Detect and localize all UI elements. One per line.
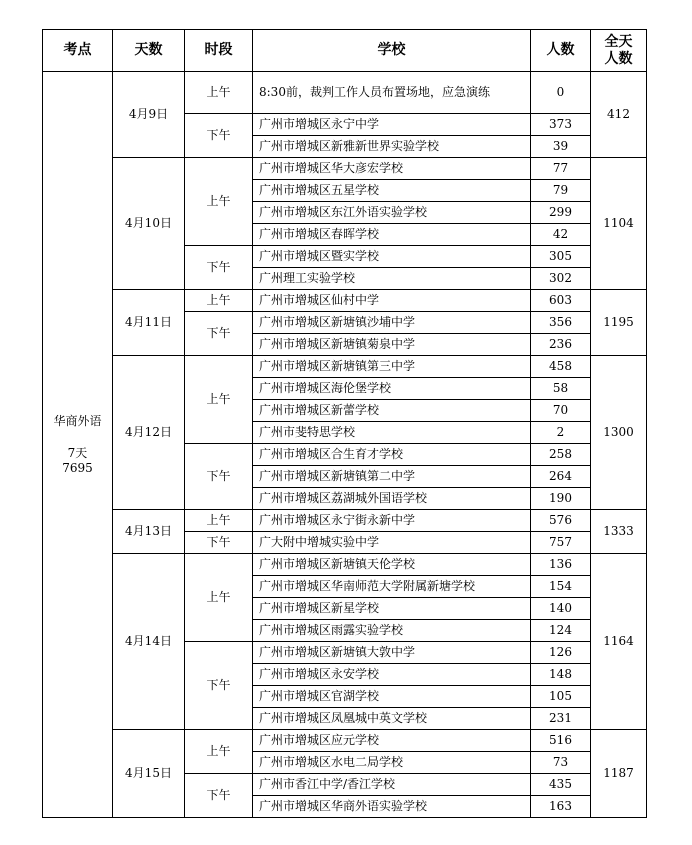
session-cell: 下午 <box>185 642 253 730</box>
count-cell: 70 <box>531 400 591 422</box>
date-cell: 4月9日 <box>113 72 185 158</box>
date-cell: 4月14日 <box>113 554 185 730</box>
school-cell: 广州市增城区新塘镇第三中学 <box>253 356 531 378</box>
count-cell: 458 <box>531 356 591 378</box>
site-days: 7天 <box>67 445 88 460</box>
school-cell: 广州市香江中学/香江学校 <box>253 774 531 796</box>
header-site: 考点 <box>43 30 113 72</box>
count-cell: 435 <box>531 774 591 796</box>
date-cell: 4月13日 <box>113 510 185 554</box>
school-cell: 广州市增城区新塘镇大敦中学 <box>253 642 531 664</box>
daily-total-cell: 1164 <box>591 554 647 730</box>
school-cell: 广州市增城区应元学校 <box>253 730 531 752</box>
site-name: 华商外语 <box>53 413 102 428</box>
daily-total-cell: 1187 <box>591 730 647 818</box>
session-cell: 下午 <box>185 444 253 510</box>
session-cell: 下午 <box>185 774 253 818</box>
count-cell: 0 <box>531 72 591 114</box>
table-row <box>43 290 647 312</box>
count-cell: 516 <box>531 730 591 752</box>
date-cell: 4月15日 <box>113 730 185 818</box>
session-cell: 下午 <box>185 312 253 356</box>
school-cell: 广州市增城区新塘镇天伦学校 <box>253 554 531 576</box>
count-cell: 140 <box>531 598 591 620</box>
school-cell: 8:30前，裁判工作人员布置场地，应急演练 <box>253 72 531 114</box>
school-cell: 广州市增城区新蕾学校 <box>253 400 531 422</box>
count-cell: 258 <box>531 444 591 466</box>
count-cell: 73 <box>531 752 591 774</box>
session-cell: 上午 <box>185 72 253 114</box>
count-cell: 231 <box>531 708 591 730</box>
school-cell: 广州市增城区东江外语实验学校 <box>253 202 531 224</box>
schedule-body <box>43 72 647 818</box>
school-cell: 广州市增城区官湖学校 <box>253 686 531 708</box>
session-cell: 上午 <box>185 356 253 444</box>
school-cell: 广州市增城区新塘镇第二中学 <box>253 466 531 488</box>
header-days: 天数 <box>113 30 185 72</box>
header-daily-total <box>591 30 647 72</box>
daily-total-cell: 1300 <box>591 356 647 510</box>
count-cell: 757 <box>531 532 591 554</box>
count-cell: 79 <box>531 180 591 202</box>
count-cell: 576 <box>531 510 591 532</box>
date-cell: 4月12日 <box>113 356 185 510</box>
count-cell: 42 <box>531 224 591 246</box>
school-cell: 广州市增城区雨露实验学校 <box>253 620 531 642</box>
count-cell: 190 <box>531 488 591 510</box>
count-cell: 148 <box>531 664 591 686</box>
school-cell: 广州市增城区新星学校 <box>253 598 531 620</box>
count-cell: 105 <box>531 686 591 708</box>
table-row <box>43 356 647 378</box>
count-cell: 136 <box>531 554 591 576</box>
school-cell: 广州市增城区永宁街永新中学 <box>253 510 531 532</box>
count-cell: 77 <box>531 158 591 180</box>
session-cell: 上午 <box>185 730 253 774</box>
school-cell: 广州理工实验学校 <box>253 268 531 290</box>
daily-total-cell: 1104 <box>591 158 647 290</box>
table-row <box>43 72 647 114</box>
count-cell: 302 <box>531 268 591 290</box>
table-row <box>43 158 647 180</box>
daily-total-cell: 412 <box>591 72 647 158</box>
count-cell: 236 <box>531 334 591 356</box>
school-cell: 广州市增城区永安学校 <box>253 664 531 686</box>
school-cell: 广州市增城区新塘镇沙埔中学 <box>253 312 531 334</box>
session-cell: 下午 <box>185 114 253 158</box>
count-cell: 124 <box>531 620 591 642</box>
header-count: 人数 <box>531 30 591 72</box>
school-cell: 广州市增城区海伦堡学校 <box>253 378 531 400</box>
school-cell: 广州市斐特思学校 <box>253 422 531 444</box>
header-daily-total-line2: 人数 <box>604 50 633 67</box>
daily-total-cell: 1333 <box>591 510 647 554</box>
school-cell: 广州市增城区五星学校 <box>253 180 531 202</box>
count-cell: 603 <box>531 290 591 312</box>
site-total: 7695 <box>62 460 93 475</box>
school-cell: 广州市增城区华商外语实验学校 <box>253 796 531 818</box>
school-cell: 广州市增城区荔湖城外国语学校 <box>253 488 531 510</box>
school-cell: 广州市增城区春晖学校 <box>253 224 531 246</box>
date-cell: 4月10日 <box>113 158 185 290</box>
count-cell: 373 <box>531 114 591 136</box>
header-row <box>43 30 647 72</box>
school-cell: 广州市增城区永宁中学 <box>253 114 531 136</box>
count-cell: 39 <box>531 136 591 158</box>
site-cell <box>43 72 113 818</box>
count-cell: 163 <box>531 796 591 818</box>
session-cell: 下午 <box>185 246 253 290</box>
school-cell: 广州市增城区华南师范大学附属新塘学校 <box>253 576 531 598</box>
school-cell: 广州市增城区仙村中学 <box>253 290 531 312</box>
count-cell: 126 <box>531 642 591 664</box>
session-cell: 上午 <box>185 510 253 532</box>
table-row <box>43 554 647 576</box>
count-cell: 356 <box>531 312 591 334</box>
school-cell: 广州市增城区新塘镇菊泉中学 <box>253 334 531 356</box>
header-daily-total-line1: 全天 <box>604 33 633 50</box>
school-cell: 广州市增城区新雅新世界实验学校 <box>253 136 531 158</box>
session-cell: 上午 <box>185 290 253 312</box>
count-cell: 58 <box>531 378 591 400</box>
table-row <box>43 730 647 752</box>
session-cell: 上午 <box>185 158 253 246</box>
school-cell: 广州市增城区暨实学校 <box>253 246 531 268</box>
school-cell: 广州市增城区凤凰城中英文学校 <box>253 708 531 730</box>
site-spacer <box>43 429 112 446</box>
count-cell: 264 <box>531 466 591 488</box>
daily-total-cell: 1195 <box>591 290 647 356</box>
school-cell: 广州市增城区水电二局学校 <box>253 752 531 774</box>
session-cell: 下午 <box>185 532 253 554</box>
count-cell: 299 <box>531 202 591 224</box>
table-row <box>43 510 647 532</box>
count-cell: 305 <box>531 246 591 268</box>
date-cell: 4月11日 <box>113 290 185 356</box>
count-cell: 2 <box>531 422 591 444</box>
header-session: 时段 <box>185 30 253 72</box>
header-school: 学校 <box>253 30 531 72</box>
school-cell: 广州市增城区合生育才学校 <box>253 444 531 466</box>
count-cell: 154 <box>531 576 591 598</box>
school-cell: 广大附中增城实验中学 <box>253 532 531 554</box>
session-cell: 上午 <box>185 554 253 642</box>
schedule-table <box>42 29 647 818</box>
school-cell: 广州市增城区华大彦宏学校 <box>253 158 531 180</box>
